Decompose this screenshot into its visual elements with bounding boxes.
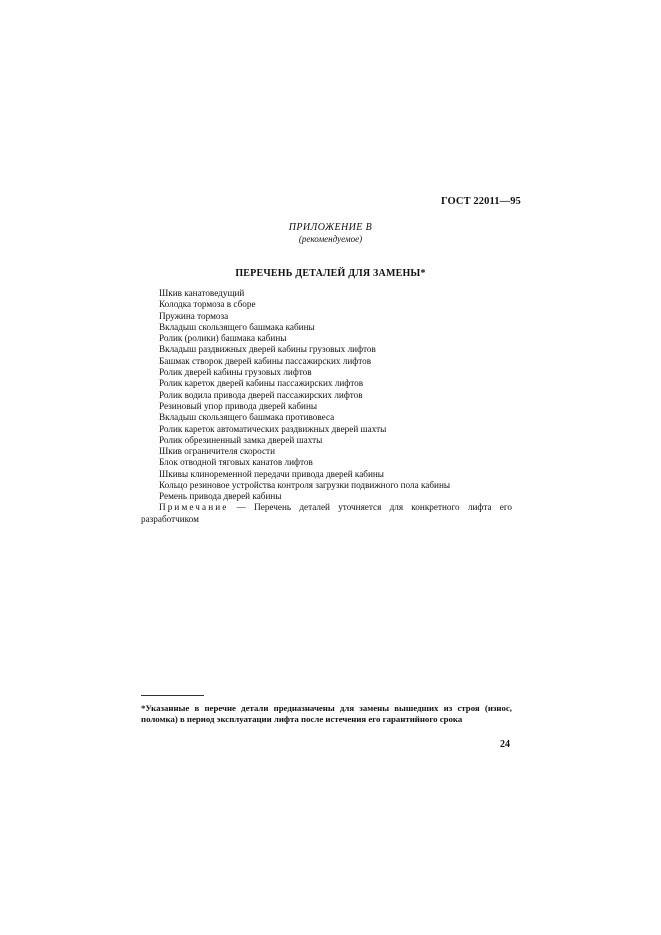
page-number: 24	[500, 739, 510, 750]
list-item: Ролик кареток дверей кабины пассажирских лифтов	[159, 378, 364, 389]
list-item: Блок отводной тяговых канатов лифтов	[159, 457, 313, 468]
footnote-divider	[141, 695, 204, 696]
list-item: Вкладыш раздвижных дверей кабины грузовых лифтов	[159, 344, 376, 355]
note-label: Примечание	[159, 502, 229, 512]
list-item: Пружина тормоза	[159, 310, 229, 321]
standard-code: ГОСТ 22011—95	[441, 196, 521, 207]
list-item: Шкив канатоведущий	[159, 288, 245, 298]
list-item: Вкладыш скользящего башмака противовеса	[159, 412, 335, 423]
parts-list	[159, 288, 450, 503]
appendix-subtitle: (рекомендуемое)	[298, 234, 363, 244]
list-item: Кольцо резиновое устройства контроля загрузки подвижного пола кабины	[159, 480, 451, 491]
list-item: Башмак створок дверей кабины пассажирских лифтов	[159, 355, 372, 366]
list-item: Ремень привода дверей кабины	[159, 491, 282, 502]
list-item: Вкладыш скользящего башмака кабины	[159, 321, 315, 332]
list-item: Шкивы клиноременной передачи привода дверей кабины	[159, 468, 384, 479]
list-item: Ролик водила привода дверей пассажирских лифтов	[159, 389, 363, 400]
list-item: Ролик дверей кабины грузовых лифтов	[159, 367, 312, 378]
list-item: Резиновый упор привода дверей кабины	[159, 400, 318, 411]
note-text: — Перечень деталей уточняется для конкретного лифта его разработчиком	[141, 502, 512, 524]
list-title: ПЕРЕЧЕНЬ ДЕТАЛЕЙ ДЛЯ ЗАМЕНЫ*	[235, 268, 426, 279]
appendix-title: ПРИЛОЖЕНИЕ В	[288, 222, 373, 233]
list-item: Ролик обрезиненный замка дверей шахты	[159, 434, 323, 445]
note-paragraph	[141, 501, 512, 525]
list-item: Шкив ограничителя скорости	[159, 446, 275, 457]
list-item: Колодка тормоза в сборе	[159, 299, 256, 310]
list-item: Ролик (ролики) башмака кабины	[159, 333, 287, 344]
list-item: Ролик кареток автоматических раздвижных дверей шахты	[159, 423, 387, 434]
footnote: *Указанные в перечне детали предназначены для замены вышедших из строя (износ, поломка) в период эксплуатации лифта после истечения его гарантийного срока	[141, 703, 512, 724]
